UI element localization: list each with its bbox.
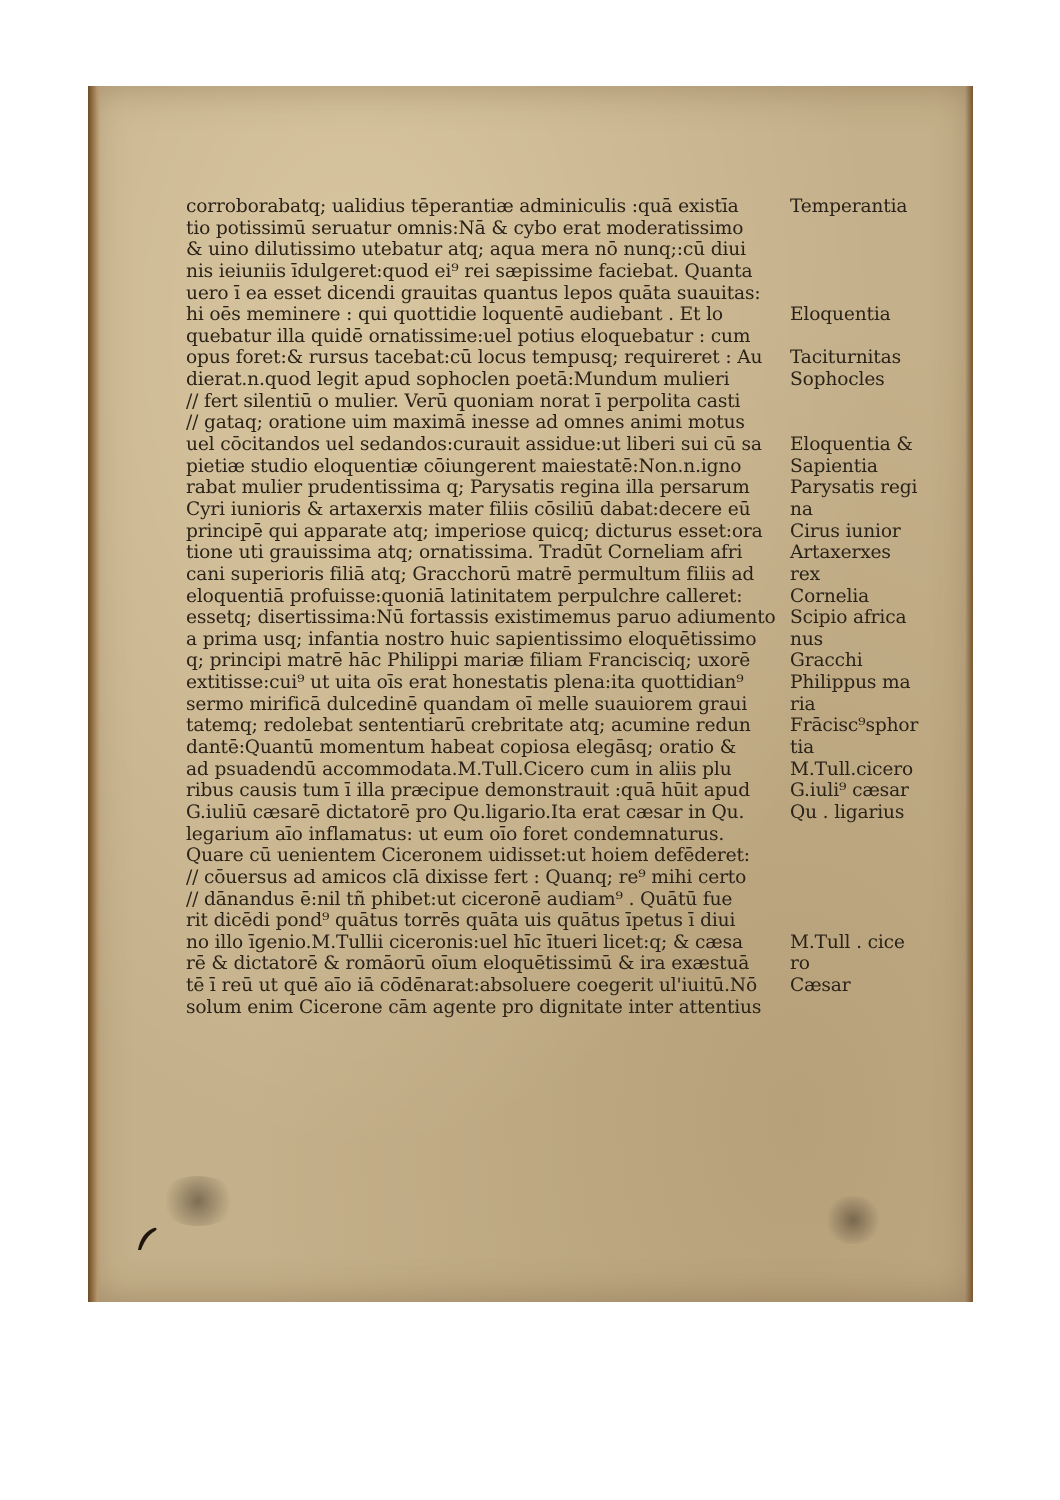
- text-line: cani superioris filiā atq; Gracchorū matrē permultum filiis ad: [186, 563, 755, 585]
- margin-note: Cirus iunior: [790, 520, 901, 542]
- margin-note: Artaxerxes: [790, 542, 891, 564]
- text-line: extitisse:cui⁹ ut uita oīs erat honestatis plena:ita quottidian⁹: [186, 672, 744, 694]
- margin-note: ro: [790, 953, 810, 975]
- margin-note: na: [790, 498, 813, 520]
- margin-note: [790, 910, 940, 932]
- margin-note: tia: [790, 737, 815, 759]
- text-line: hi oēs meminere : qui quottidie loquentē audiebant . Et lo: [186, 304, 723, 326]
- page-left-edge: [88, 86, 100, 1302]
- margin-note: [790, 845, 940, 867]
- text-line: uel cōcitandos uel sedandos:curauit assidue:ut liberi sui cū sa: [186, 434, 762, 456]
- text-line: G.iuliū cæsarē dictatorē pro Qu.ligario.Ita erat cæsar in Qu.: [186, 801, 745, 823]
- text-line: sermo mirificā dulcedinē quandam oī melle suauiorem graui: [186, 693, 748, 715]
- text-line: ad psuadendū accommodata.M.Tull.Cicero cum in aliis plu: [186, 758, 732, 780]
- text-line: // fert silentiū o mulier. Verū quoniam norat ī perpolita casti: [186, 390, 741, 412]
- margin-note: Taciturnitas: [790, 347, 901, 369]
- margin-note: Cæsar: [790, 975, 851, 997]
- text-line: // dānandus ē:nil tñ phibet:ut ciceronē audiam⁹ . Quātū fue: [186, 888, 733, 910]
- text-line: uero ī ea esset dicendi grauitas quantus lepos quāta suauitas:: [186, 282, 761, 304]
- page-right-edge: [965, 86, 973, 1302]
- text-line: quebatur illa quidē ornatissime:uel potius eloquebatur : cum: [186, 325, 751, 347]
- margin-note: [790, 867, 940, 889]
- margin-note: Parysatis regi: [790, 477, 918, 499]
- text-line: Quare cū uenientem Ciceronem uidisset:ut hoiem defēderet:: [186, 845, 750, 867]
- margin-note: Qu . ligarius: [790, 801, 905, 823]
- text-line: ribus causis tum ī illa præcipue demonstrauit :quā hūit apud: [186, 780, 750, 802]
- margin-note: [790, 239, 940, 261]
- margin-note: [790, 997, 940, 1019]
- margin-note: M.Tull.cicero: [790, 758, 914, 780]
- margin-note: Eloquentia: [790, 304, 891, 326]
- margin-note: Scipio africa: [790, 607, 907, 629]
- text-line: rabat mulier prudentissima q; Parysatis regina illa persarum: [186, 477, 750, 499]
- text-line: q; principi matrē hāc Philippi mariæ filiam Francisciq; uxorē: [186, 650, 751, 672]
- margin-note: [790, 261, 940, 283]
- scanned-page: [88, 86, 973, 1302]
- text-line: tione uti grauissima atq; ornatissima. Tradūt Corneliam afri: [186, 542, 743, 564]
- ink-smudge: [158, 1176, 238, 1226]
- margin-note: ria: [790, 693, 816, 715]
- text-line: nis ieiuniis īdulgeret:quod ei⁹ rei sæpissime faciebat. Quanta: [186, 260, 753, 282]
- text-line: tē ī reū ut quē aīo iā cōdēnarat:absoluere coegerit ul'iuitū.Nō: [186, 975, 757, 997]
- margin-notes-column: [790, 196, 940, 1018]
- text-line: tio potissimū seruatur omnis:Nā & cybo erat moderatissimo: [186, 217, 744, 239]
- main-text-column: [186, 196, 788, 1018]
- margin-note: M.Tull . cice: [790, 931, 905, 953]
- margin-note: G.iuli⁹ cæsar: [790, 780, 909, 802]
- margin-note: [790, 218, 940, 240]
- text-line: no illo īgenio.M.Tullii ciceronis:uel hīc ītueri licet:q; & cæsa: [186, 931, 743, 953]
- text-line: // gataq; oratione uim maximā inesse ad omnes animi motus: [186, 412, 745, 434]
- text-line: rē & dictatorē & romāorū oīum eloquētissimū & ira exæstuā: [186, 953, 750, 975]
- margin-note: [790, 326, 940, 348]
- margin-note: Sophocles: [790, 369, 885, 391]
- text-line: opus foret:& rursus tacebat:cū locus tempusq; requireret : Au: [186, 347, 763, 369]
- margin-note: Gracchi: [790, 650, 863, 672]
- text-line: dantē:Quantū momentum habeat copiosa elegāsq; oratio &: [186, 737, 737, 759]
- text-line: corroborabatq; ualidius tēperantiæ adminiculis :quā existīa: [186, 196, 739, 217]
- margin-note: [790, 889, 940, 911]
- text-line: dierat.n.quod legit apud sophoclen poetā:Mundum mulieri: [186, 369, 730, 391]
- margin-note: Frācisc⁹sphor: [790, 715, 919, 737]
- text-line: essetq; disertissima:Nū fortassis existimemus paruo adiumento: [186, 607, 776, 629]
- margin-note: nus: [790, 628, 824, 650]
- margin-note: [790, 824, 940, 846]
- margin-note: [790, 412, 940, 434]
- margin-note: [790, 283, 940, 305]
- text-line: eloquentiā profuisse:quoniā latinitatem perpulchre calleret:: [186, 585, 743, 607]
- margin-note: Eloquentia &: [790, 434, 913, 456]
- text-line: principē qui apparate atq; imperiose quicq; dicturus esset:ora: [186, 520, 763, 542]
- margin-note: Philippus ma: [790, 672, 911, 694]
- text-line: Cyri iunioris & artaxerxis mater filiis cōsiliū dabat:decere eū: [186, 498, 751, 520]
- text-line: a prima usq; infantia nostro huic sapientissimo eloquētissimo: [186, 628, 757, 650]
- text-line: tatemq; redolebat sententiarū crebritate atq; acumine redun: [186, 715, 751, 737]
- ink-smudge: [823, 1196, 883, 1244]
- text-line: // cōuersus ad amicos clā dixisse fert : Quanq; re⁹ mihi certo: [186, 866, 747, 888]
- margin-note: rex: [790, 563, 820, 585]
- text-line: pietiæ studio eloquentiæ cōiungerent maiestatē:Non.n.igno: [186, 455, 742, 477]
- margin-note: [790, 391, 940, 413]
- ink-mark-icon: [134, 1224, 160, 1252]
- text-line: solum enim Cicerone cām agente pro dignitate inter attentius: [186, 996, 762, 1018]
- margin-note: Sapientia: [790, 455, 878, 477]
- text-line: rit dicēdi pond⁹ quātus torrēs quāta uis quātus īpetus ī diui: [186, 910, 736, 932]
- margin-note: Temperantia: [790, 196, 908, 217]
- text-line: & uino dilutissimo utebatur atq; aqua mera nō nunq;:cū diui: [186, 239, 746, 261]
- margin-note: Cornelia: [790, 585, 870, 607]
- text-line: legarium aīo inflamatus: ut eum oīo foret condemnaturus.: [186, 823, 725, 845]
